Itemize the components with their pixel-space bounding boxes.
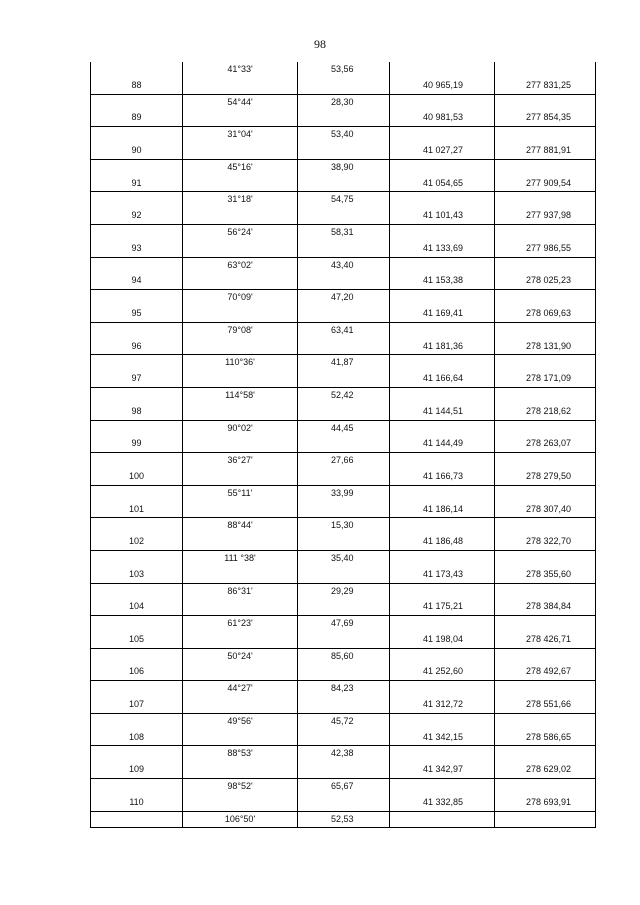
empty-cell <box>91 224 183 240</box>
empty-cell <box>495 550 596 566</box>
segment-length: 53,56 <box>298 62 390 78</box>
point-row <box>91 273 596 289</box>
y-coordinate: 277 854,35 <box>495 110 596 126</box>
point-row <box>91 176 596 192</box>
empty-cell <box>298 795 390 811</box>
point-row <box>91 534 596 550</box>
empty-cell <box>495 746 596 762</box>
direction-angle: 31°18' <box>183 192 298 208</box>
y-coordinate: 278 384,84 <box>495 599 596 615</box>
empty-cell <box>183 632 298 648</box>
direction-angle: 44°27' <box>183 681 298 697</box>
empty-cell <box>495 779 596 795</box>
point-row <box>91 599 596 615</box>
point-row <box>91 208 596 224</box>
segment-length: 45,72 <box>298 713 390 729</box>
empty-cell <box>183 762 298 778</box>
segment-length: 38,90 <box>298 159 390 175</box>
segment-row <box>91 648 596 664</box>
point-row <box>91 730 596 746</box>
segment-row <box>91 420 596 436</box>
empty-cell <box>183 78 298 94</box>
segment-row <box>91 62 596 78</box>
empty-cell <box>183 795 298 811</box>
empty-cell <box>183 339 298 355</box>
empty-cell <box>298 730 390 746</box>
point-number: 105 <box>91 632 183 648</box>
empty-cell <box>390 583 495 599</box>
empty-cell <box>495 290 596 306</box>
point-number: 95 <box>91 306 183 322</box>
x-coordinate: 41 181,36 <box>390 339 495 355</box>
x-coordinate: 41 166,64 <box>390 371 495 387</box>
empty-cell <box>298 273 390 289</box>
y-coordinate: 277 881,91 <box>495 143 596 159</box>
empty-cell <box>91 779 183 795</box>
segment-length: 65,67 <box>298 779 390 795</box>
empty-cell <box>183 469 298 485</box>
empty-cell <box>495 159 596 175</box>
direction-angle: 79°08' <box>183 322 298 338</box>
y-coordinate: 277 831,25 <box>495 78 596 94</box>
x-coordinate: 41 133,69 <box>390 241 495 257</box>
y-coordinate: 278 629,02 <box>495 762 596 778</box>
point-number: 88 <box>91 78 183 94</box>
point-number: 93 <box>91 241 183 257</box>
segment-length: 47,20 <box>298 290 390 306</box>
empty-cell <box>298 78 390 94</box>
empty-cell <box>390 779 495 795</box>
empty-cell <box>495 616 596 632</box>
segment-row <box>91 550 596 566</box>
y-coordinate: 277 909,54 <box>495 176 596 192</box>
empty-cell <box>91 583 183 599</box>
direction-angle: 36°27' <box>183 453 298 469</box>
empty-cell <box>298 534 390 550</box>
point-number: 101 <box>91 502 183 518</box>
empty-cell <box>390 94 495 110</box>
point-number: 104 <box>91 599 183 615</box>
point-row <box>91 306 596 322</box>
y-coordinate: 278 355,60 <box>495 567 596 583</box>
segment-row <box>91 387 596 403</box>
segment-row <box>91 257 596 273</box>
point-row <box>91 339 596 355</box>
segment-length: 41,87 <box>298 355 390 371</box>
segment-length: 15,30 <box>298 518 390 534</box>
segment-length: 27,66 <box>298 453 390 469</box>
empty-cell <box>91 453 183 469</box>
empty-cell <box>91 420 183 436</box>
empty-cell <box>91 648 183 664</box>
point-number: 91 <box>91 176 183 192</box>
segment-length: 44,45 <box>298 420 390 436</box>
point-row <box>91 371 596 387</box>
direction-angle: 86°31' <box>183 583 298 599</box>
y-coordinate: 278 426,71 <box>495 632 596 648</box>
x-coordinate: 41 166,73 <box>390 469 495 485</box>
direction-angle: 55°11' <box>183 485 298 501</box>
x-coordinate: 41 312,72 <box>390 697 495 713</box>
empty-cell <box>390 518 495 534</box>
segment-length: 58,31 <box>298 224 390 240</box>
empty-cell <box>183 143 298 159</box>
y-coordinate: 277 986,55 <box>495 241 596 257</box>
point-row <box>91 404 596 420</box>
point-number: 102 <box>91 534 183 550</box>
empty-cell <box>390 616 495 632</box>
empty-cell <box>390 713 495 729</box>
x-coordinate: 41 027,27 <box>390 143 495 159</box>
segment-length: 35,40 <box>298 550 390 566</box>
empty-cell <box>495 355 596 371</box>
empty-cell <box>495 518 596 534</box>
x-coordinate: 41 175,21 <box>390 599 495 615</box>
segment-row <box>91 779 596 795</box>
point-number: 99 <box>91 436 183 452</box>
x-coordinate: 41 332,85 <box>390 795 495 811</box>
point-number: 107 <box>91 697 183 713</box>
x-coordinate: 41 186,48 <box>390 534 495 550</box>
y-coordinate: 278 693,91 <box>495 795 596 811</box>
segment-row <box>91 518 596 534</box>
segment-row <box>91 681 596 697</box>
empty-cell <box>91 746 183 762</box>
direction-angle: 114°58' <box>183 387 298 403</box>
empty-cell <box>91 713 183 729</box>
empty-cell <box>91 550 183 566</box>
y-coordinate: 278 492,67 <box>495 664 596 680</box>
direction-angle: 88°53' <box>183 746 298 762</box>
empty-cell <box>390 420 495 436</box>
segment-row <box>91 159 596 175</box>
empty-cell <box>298 306 390 322</box>
direction-angle: 90°02' <box>183 420 298 436</box>
empty-cell <box>183 371 298 387</box>
empty-cell <box>298 241 390 257</box>
y-coordinate: 278 586,65 <box>495 730 596 746</box>
empty-cell <box>495 811 596 828</box>
empty-cell <box>495 257 596 273</box>
empty-cell <box>495 485 596 501</box>
empty-cell <box>495 387 596 403</box>
direction-angle: 61°23' <box>183 616 298 632</box>
empty-cell <box>390 257 495 273</box>
empty-cell <box>298 697 390 713</box>
empty-cell <box>298 762 390 778</box>
x-coordinate: 41 144,49 <box>390 436 495 452</box>
point-row <box>91 110 596 126</box>
segment-length: 63,41 <box>298 322 390 338</box>
y-coordinate: 278 279,50 <box>495 469 596 485</box>
segment-length: 47,69 <box>298 616 390 632</box>
empty-cell <box>183 176 298 192</box>
page-number: 98 <box>314 37 326 51</box>
empty-cell <box>183 306 298 322</box>
direction-angle: 54°44' <box>183 94 298 110</box>
empty-cell <box>298 404 390 420</box>
point-number: 108 <box>91 730 183 746</box>
empty-cell <box>298 502 390 518</box>
x-coordinate: 41 342,15 <box>390 730 495 746</box>
empty-cell <box>183 697 298 713</box>
direction-angle: 45°16' <box>183 159 298 175</box>
segment-row <box>91 322 596 338</box>
y-coordinate: 277 937,98 <box>495 208 596 224</box>
empty-cell <box>298 632 390 648</box>
empty-cell <box>298 110 390 126</box>
segment-row <box>91 616 596 632</box>
empty-cell <box>91 159 183 175</box>
x-coordinate: 41 169,41 <box>390 306 495 322</box>
empty-cell <box>298 143 390 159</box>
direction-angle: 110°36' <box>183 355 298 371</box>
empty-cell <box>91 616 183 632</box>
empty-cell <box>495 322 596 338</box>
empty-cell <box>183 273 298 289</box>
empty-cell <box>298 371 390 387</box>
x-coordinate: 40 965,19 <box>390 78 495 94</box>
segment-row <box>91 355 596 371</box>
segment-row <box>91 583 596 599</box>
empty-cell <box>390 192 495 208</box>
point-row <box>91 502 596 518</box>
empty-cell <box>390 648 495 664</box>
segment-length: 42,38 <box>298 746 390 762</box>
x-coordinate: 41 173,43 <box>390 567 495 583</box>
x-coordinate: 41 252,60 <box>390 664 495 680</box>
x-coordinate: 41 101,43 <box>390 208 495 224</box>
empty-cell <box>495 127 596 143</box>
empty-cell <box>298 436 390 452</box>
empty-cell <box>495 420 596 436</box>
point-number: 90 <box>91 143 183 159</box>
x-coordinate: 40 981,53 <box>390 110 495 126</box>
direction-angle: 111 °38' <box>183 550 298 566</box>
y-coordinate: 278 025,23 <box>495 273 596 289</box>
x-coordinate: 41 153,38 <box>390 273 495 289</box>
empty-cell <box>183 436 298 452</box>
empty-cell <box>495 681 596 697</box>
direction-angle: 88°44' <box>183 518 298 534</box>
empty-cell <box>183 502 298 518</box>
empty-cell <box>183 567 298 583</box>
empty-cell <box>91 290 183 306</box>
direction-angle: 41°33' <box>183 62 298 78</box>
empty-cell <box>390 811 495 828</box>
point-row <box>91 241 596 257</box>
empty-cell <box>91 518 183 534</box>
empty-cell <box>390 681 495 697</box>
segment-length: 52,42 <box>298 387 390 403</box>
empty-cell <box>298 208 390 224</box>
empty-cell <box>298 469 390 485</box>
x-coordinate: 41 342,97 <box>390 762 495 778</box>
empty-cell <box>183 730 298 746</box>
empty-cell <box>495 583 596 599</box>
empty-cell <box>183 664 298 680</box>
empty-cell <box>183 599 298 615</box>
y-coordinate: 278 069,63 <box>495 306 596 322</box>
y-coordinate: 278 218,62 <box>495 404 596 420</box>
empty-cell <box>495 192 596 208</box>
direction-angle: 106°50' <box>183 811 298 828</box>
segment-row <box>91 192 596 208</box>
point-row <box>91 143 596 159</box>
segment-row <box>91 224 596 240</box>
empty-cell <box>298 567 390 583</box>
point-row <box>91 78 596 94</box>
empty-cell <box>495 453 596 469</box>
empty-cell <box>183 110 298 126</box>
coordinates-table-body <box>91 62 596 828</box>
empty-cell <box>91 62 183 78</box>
empty-cell <box>91 355 183 371</box>
empty-cell <box>495 62 596 78</box>
empty-cell <box>390 485 495 501</box>
empty-cell <box>298 664 390 680</box>
empty-cell <box>91 387 183 403</box>
segment-row <box>91 713 596 729</box>
point-number: 94 <box>91 273 183 289</box>
point-row <box>91 436 596 452</box>
empty-cell <box>390 159 495 175</box>
segment-row <box>91 453 596 469</box>
point-number: 100 <box>91 469 183 485</box>
y-coordinate: 278 322,70 <box>495 534 596 550</box>
empty-cell <box>390 62 495 78</box>
empty-cell <box>91 811 183 828</box>
direction-angle: 63°02' <box>183 257 298 273</box>
point-number: 106 <box>91 664 183 680</box>
direction-angle: 98°52' <box>183 779 298 795</box>
direction-angle: 31°04' <box>183 127 298 143</box>
x-coordinate: 41 198,04 <box>390 632 495 648</box>
direction-angle: 70°09' <box>183 290 298 306</box>
point-row <box>91 632 596 648</box>
x-coordinate: 41 186,14 <box>390 502 495 518</box>
y-coordinate: 278 131,90 <box>495 339 596 355</box>
x-coordinate: 41 144,51 <box>390 404 495 420</box>
y-coordinate: 278 171,09 <box>495 371 596 387</box>
empty-cell <box>495 94 596 110</box>
empty-cell <box>495 224 596 240</box>
point-number: 109 <box>91 762 183 778</box>
point-number: 92 <box>91 208 183 224</box>
empty-cell <box>390 355 495 371</box>
empty-cell <box>298 176 390 192</box>
empty-cell <box>91 94 183 110</box>
segment-length: 85,60 <box>298 648 390 664</box>
empty-cell <box>390 322 495 338</box>
empty-cell <box>183 208 298 224</box>
segment-length: 33,99 <box>298 485 390 501</box>
segment-length: 84,23 <box>298 681 390 697</box>
segment-length: 53,40 <box>298 127 390 143</box>
segment-row <box>91 290 596 306</box>
segment-length: 28,30 <box>298 94 390 110</box>
segment-row <box>91 485 596 501</box>
point-number: 96 <box>91 339 183 355</box>
empty-cell <box>183 404 298 420</box>
direction-angle: 56°24' <box>183 224 298 240</box>
point-number: 97 <box>91 371 183 387</box>
empty-cell <box>91 257 183 273</box>
y-coordinate: 278 551,66 <box>495 697 596 713</box>
empty-cell <box>390 127 495 143</box>
empty-cell <box>91 485 183 501</box>
segment-length: 43,40 <box>298 257 390 273</box>
empty-cell <box>390 387 495 403</box>
empty-cell <box>298 339 390 355</box>
empty-cell <box>390 453 495 469</box>
empty-cell <box>183 534 298 550</box>
point-row <box>91 567 596 583</box>
x-coordinate: 41 054,65 <box>390 176 495 192</box>
direction-angle: 50°24' <box>183 648 298 664</box>
point-row <box>91 697 596 713</box>
empty-cell <box>91 322 183 338</box>
point-number: 103 <box>91 567 183 583</box>
empty-cell <box>495 648 596 664</box>
segment-length: 29,29 <box>298 583 390 599</box>
empty-cell <box>91 192 183 208</box>
empty-cell <box>390 550 495 566</box>
point-row <box>91 762 596 778</box>
segment-row <box>91 746 596 762</box>
empty-cell <box>495 713 596 729</box>
empty-cell <box>91 681 183 697</box>
coordinates-table <box>90 62 596 828</box>
segment-length: 54,75 <box>298 192 390 208</box>
point-row <box>91 469 596 485</box>
coordinates-table-container <box>90 62 595 828</box>
segment-row <box>91 94 596 110</box>
point-number: 89 <box>91 110 183 126</box>
empty-cell <box>183 241 298 257</box>
empty-cell <box>390 290 495 306</box>
point-number: 98 <box>91 404 183 420</box>
empty-cell <box>91 127 183 143</box>
segment-length: 52,53 <box>298 811 390 828</box>
y-coordinate: 278 307,40 <box>495 502 596 518</box>
segment-row <box>91 811 596 828</box>
point-row <box>91 795 596 811</box>
point-number: 110 <box>91 795 183 811</box>
empty-cell <box>390 746 495 762</box>
direction-angle: 49°56' <box>183 713 298 729</box>
point-row <box>91 664 596 680</box>
empty-cell <box>390 224 495 240</box>
empty-cell <box>298 599 390 615</box>
y-coordinate: 278 263,07 <box>495 436 596 452</box>
segment-row <box>91 127 596 143</box>
